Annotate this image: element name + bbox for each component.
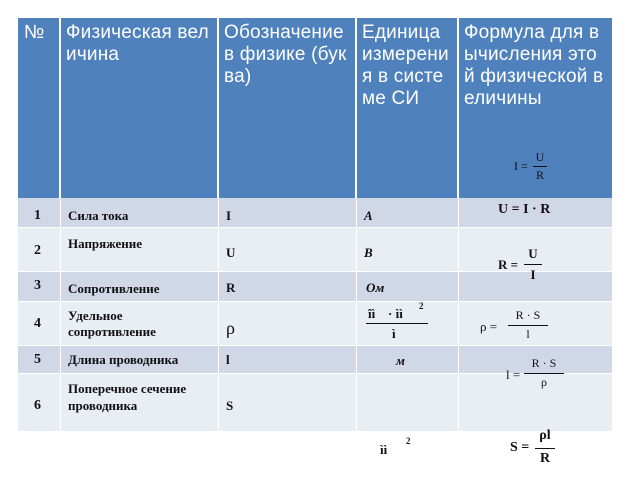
quantity-symbol: U — [226, 245, 236, 260]
unit-value: В — [364, 245, 373, 260]
quantity-symbol: R — [226, 280, 236, 295]
unit-section-sup: 2 — [406, 436, 411, 446]
header-symbol — [218, 18, 356, 198]
formula-section — [510, 428, 560, 468]
unit-resistivity-sup: 2 — [419, 301, 424, 311]
formula-section-num: ρl — [539, 428, 551, 443]
header-formula-text: Формула для вычисления этой физической величины — [464, 22, 604, 109]
formula-section-den: R — [539, 451, 551, 466]
formula-voltage: U = I · R — [498, 202, 551, 217]
unit-value: Ом — [366, 280, 385, 295]
formula-length-num: R · S — [531, 356, 557, 370]
unit-resistivity-top: îì — [368, 306, 376, 321]
formula-length-den: ρ — [541, 375, 547, 389]
formula-resistivity-lhs: ρ = — [480, 319, 498, 334]
formula-resistance-den: I — [530, 267, 536, 282]
row-number: 3 — [34, 278, 41, 293]
unit-value: А — [364, 208, 373, 223]
quantity-name: Длина проводника — [68, 352, 179, 367]
quantity-symbol: S — [226, 398, 234, 413]
formula-resistivity — [480, 308, 570, 344]
unit-resistivity-bottom: ì — [392, 326, 396, 341]
header-quantity-text: Физическая величина — [66, 22, 209, 65]
quantity-name: Сопротивление — [68, 281, 160, 296]
quantity-name: Напряжение — [68, 236, 142, 251]
formula-current-num: U — [535, 150, 545, 164]
formula-length — [506, 356, 566, 392]
quantity-symbol: ρ — [226, 318, 235, 338]
header-symbol-text: Обозначение в физике (буква) — [224, 22, 347, 87]
quantity-name: Удельное сопротивление — [68, 308, 156, 339]
unit-value: м — [396, 353, 405, 368]
formula-resistance-lhs: R = — [498, 257, 519, 272]
row-number: 2 — [34, 243, 41, 258]
formula-current-lhs: I = — [514, 159, 528, 173]
unit-resistivity-mid: · ìì — [388, 306, 403, 321]
quantity-name: Сила тока — [68, 208, 129, 223]
header-unit — [356, 18, 458, 198]
formula-resistivity-den: l — [526, 327, 530, 341]
header-no — [18, 18, 60, 198]
formula-current-den: R — [535, 168, 544, 182]
unit-section: ìì — [380, 442, 388, 457]
formula-section-lhs: S = — [510, 440, 530, 455]
formula-resistance — [498, 246, 548, 284]
row-number: 1 — [34, 208, 41, 223]
quantity-symbol: I — [226, 208, 232, 223]
formula-resistivity-num: R · S — [515, 308, 541, 322]
formula-length-lhs: l = — [506, 367, 521, 382]
quantity-symbol: l — [226, 352, 230, 367]
row-number: 4 — [34, 316, 41, 331]
unit-resistivity-bar — [366, 323, 428, 324]
formula-resistance-num: U — [528, 246, 538, 261]
header-unit-text: Единица измерения в системе СИ — [362, 22, 449, 109]
row-number: 5 — [34, 352, 41, 367]
quantity-name: Поперечное сечение проводника — [68, 381, 187, 413]
row-number: 6 — [34, 398, 41, 413]
formula-current — [514, 150, 554, 184]
header-quantity — [60, 18, 218, 198]
header-no-text: № — [24, 22, 45, 43]
